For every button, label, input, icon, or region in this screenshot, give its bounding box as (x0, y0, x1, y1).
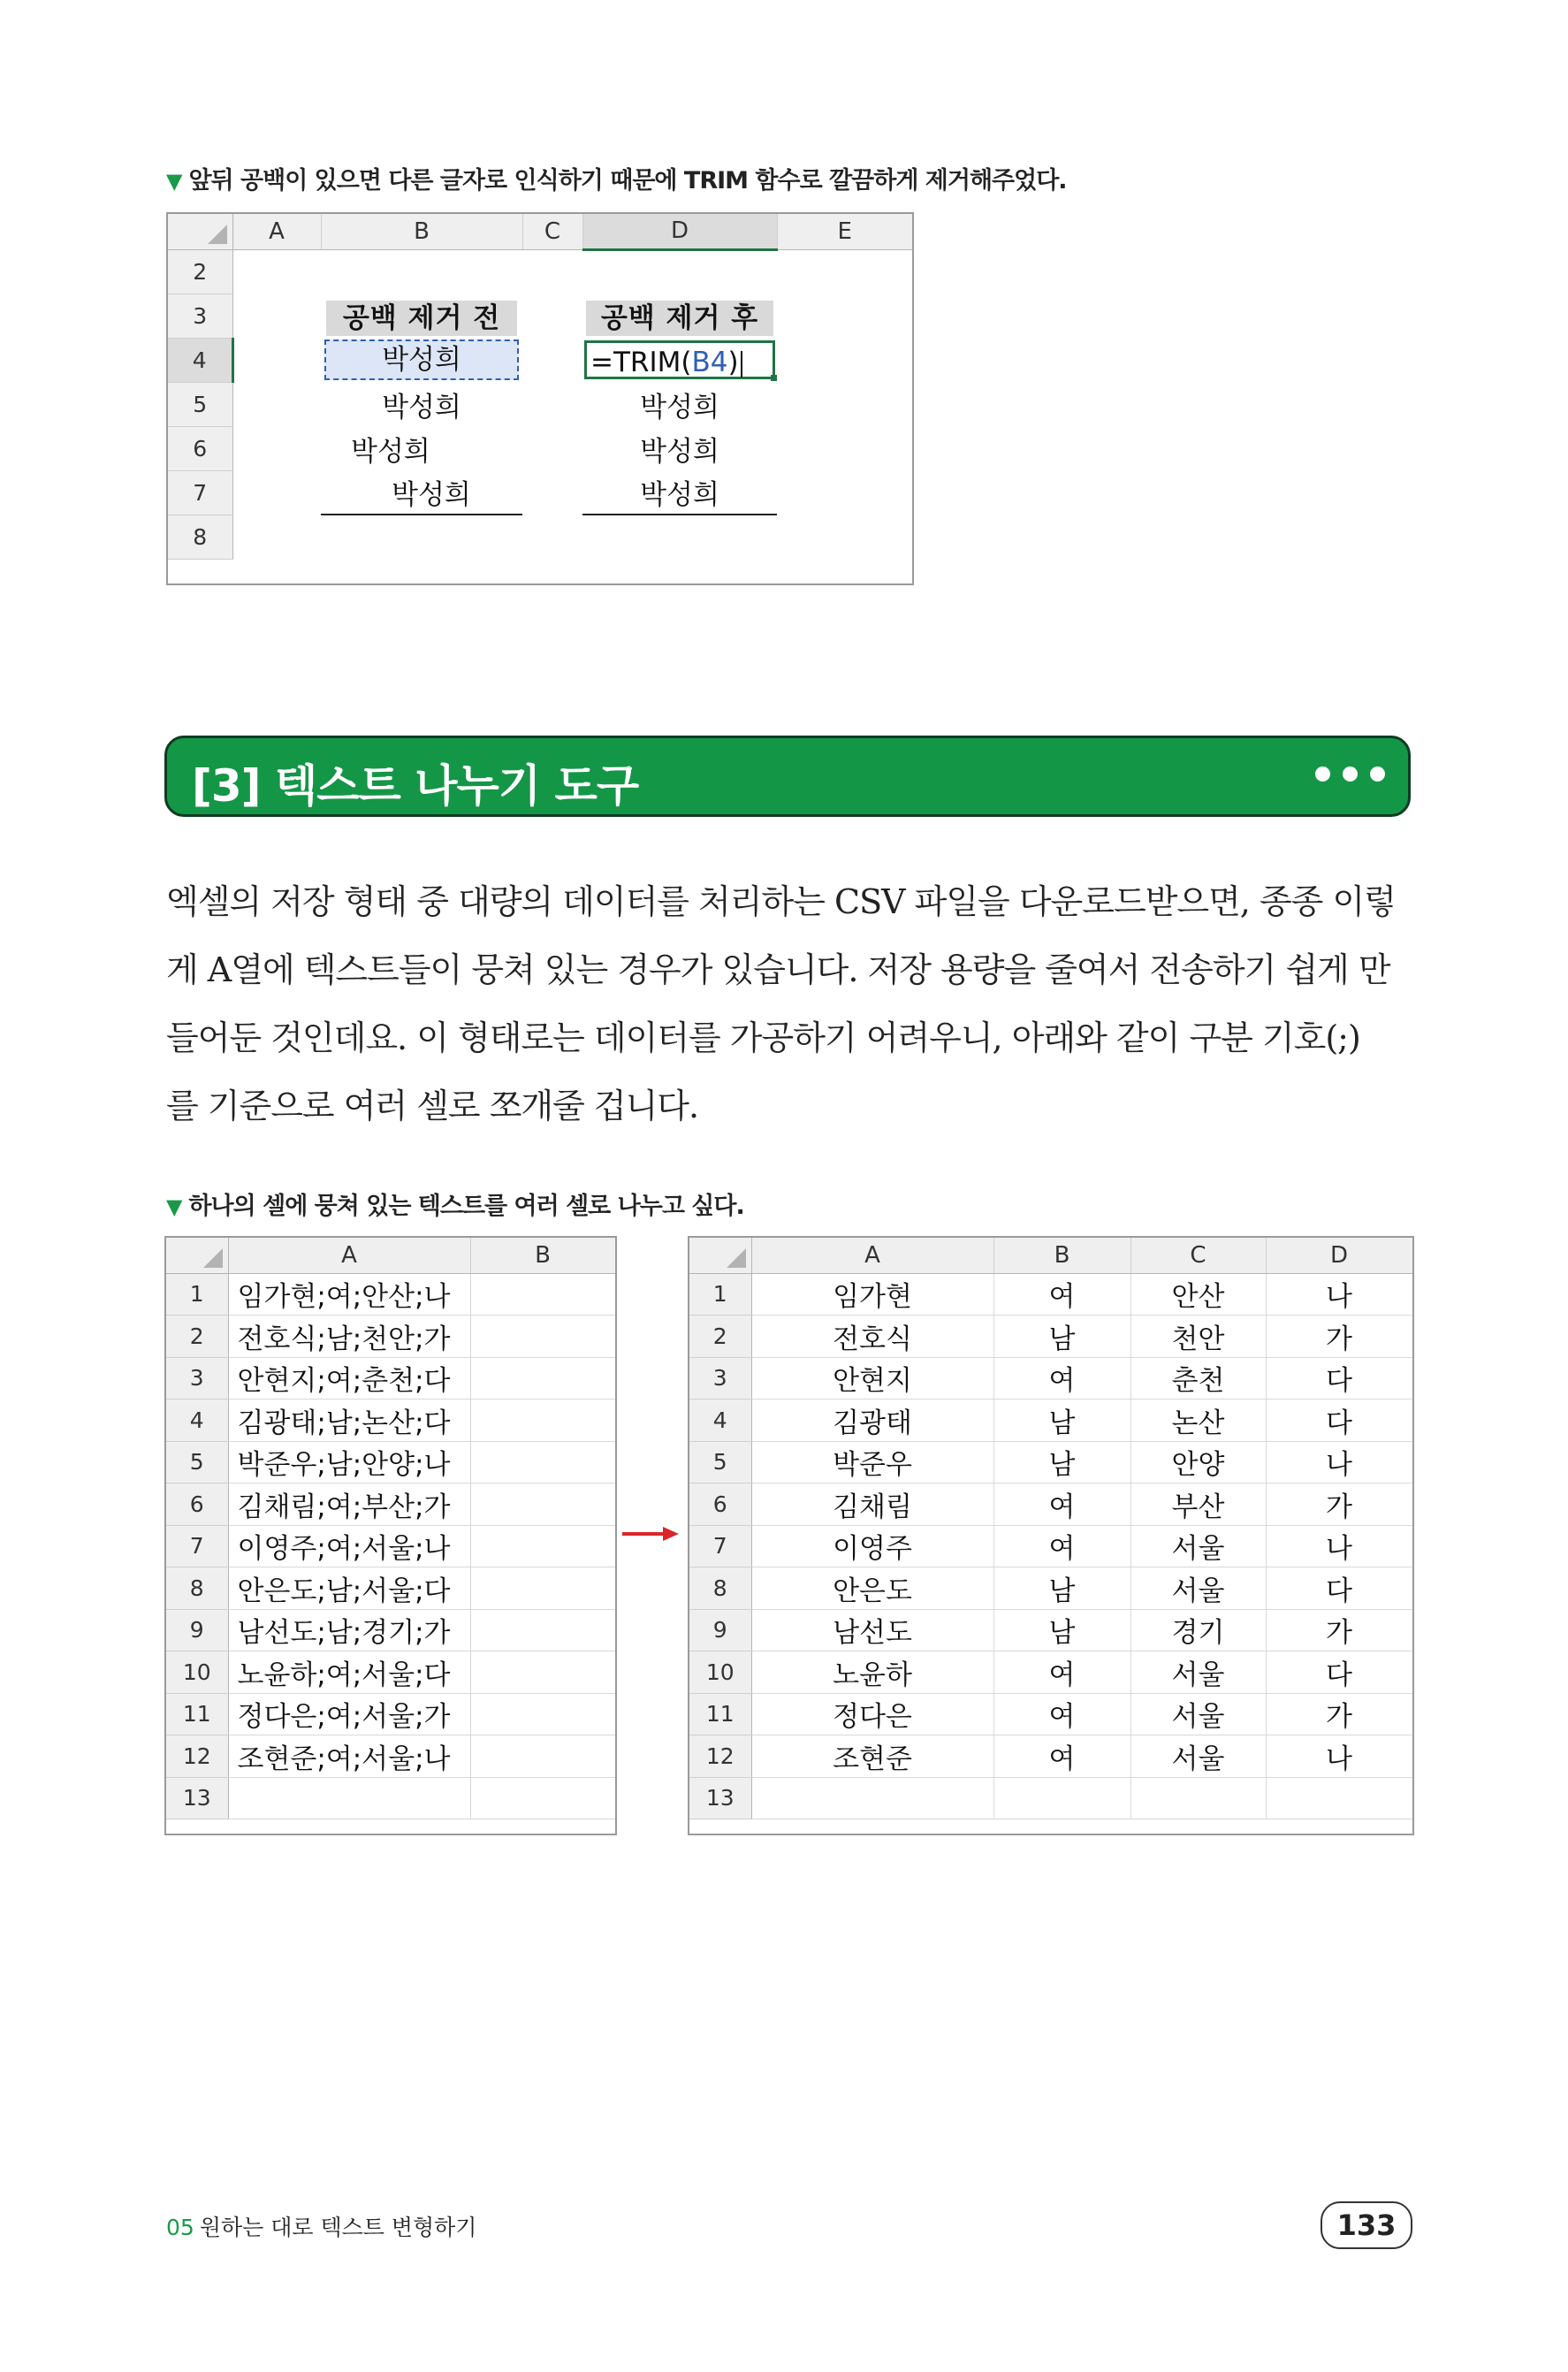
split-cell[interactable]: 다 (1266, 1651, 1412, 1694)
cell[interactable]: 박성희 (640, 391, 719, 423)
row-header[interactable]: 12 (166, 1735, 228, 1778)
select-all-corner[interactable] (689, 1238, 751, 1273)
split-cell[interactable]: 서울 (1130, 1693, 1266, 1735)
header-before-trim[interactable]: 공백 제거 전 (326, 301, 517, 336)
split-cell[interactable]: 여 (993, 1357, 1130, 1400)
split-cell[interactable]: 다 (1266, 1567, 1412, 1610)
combined-cell[interactable]: 안현지;여;춘천;다 (228, 1357, 470, 1400)
split-cell[interactable]: 가 (1266, 1609, 1412, 1651)
row-header[interactable]: 4 (166, 1400, 228, 1442)
body-paragraph (166, 868, 1412, 1140)
column-header-b[interactable]: B (993, 1238, 1130, 1273)
split-cell[interactable]: 임가현 (751, 1273, 993, 1316)
combined-cell[interactable]: 김채림;여;부산;가 (228, 1483, 470, 1526)
split-result-spreadsheet (688, 1236, 1414, 1835)
fill-handle[interactable] (771, 375, 777, 381)
empty-cell[interactable] (470, 1273, 615, 1316)
row-header[interactable]: 2 (689, 1316, 751, 1358)
formula-suffix: ) (727, 347, 739, 378)
chapter-title: 원하는 대로 텍스트 변형하기 (199, 2215, 477, 2240)
referenced-cell-b4[interactable]: 박성희 (324, 339, 519, 380)
select-all-corner[interactable] (166, 1238, 228, 1273)
split-cell[interactable]: 서울 (1130, 1735, 1266, 1778)
combined-cell[interactable]: 노윤하;여;서울;다 (228, 1651, 470, 1694)
chapter-number: 05 (166, 2215, 194, 2240)
split-cell[interactable]: 박준우 (751, 1441, 993, 1483)
split-cell[interactable]: 경기 (1130, 1609, 1266, 1651)
split-cell[interactable]: 김광태 (751, 1400, 993, 1442)
empty-cell[interactable] (470, 1651, 615, 1694)
column-header-c[interactable]: C (1130, 1238, 1266, 1273)
column-header-b[interactable]: B (470, 1238, 615, 1273)
row-header[interactable]: 13 (689, 1777, 751, 1819)
combined-cell[interactable] (228, 1777, 470, 1819)
body-line: 들어둔 것인데요. 이 형태로는 데이터를 가공하기 어려우니, 아래와 같이 구분 기호(;) (166, 1018, 1360, 1057)
split-cell[interactable]: 나 (1266, 1735, 1412, 1778)
row-header[interactable]: 9 (166, 1609, 228, 1651)
combined-cell[interactable]: 남선도;남;경기;가 (228, 1609, 470, 1651)
empty-cell[interactable] (470, 1400, 615, 1442)
column-header-a[interactable]: A (228, 1238, 470, 1273)
row-header[interactable]: 12 (689, 1735, 751, 1778)
split-cell[interactable]: 안은도 (751, 1567, 993, 1610)
empty-cell[interactable] (470, 1693, 615, 1735)
empty-cell[interactable] (470, 1777, 615, 1819)
row-header[interactable]: 5 (168, 382, 232, 426)
body-line: 엑셀의 저장 형태 중 대량의 데이터를 처리하는 CSV 파일을 다운로드받으면, 종종 이렇 (166, 882, 1396, 921)
row-header[interactable]: 6 (168, 426, 232, 470)
row-header[interactable]: 3 (166, 1357, 228, 1400)
column-header-c[interactable]: C (522, 214, 582, 249)
split-cell[interactable]: 여 (993, 1651, 1130, 1694)
split-cell[interactable]: 여 (993, 1483, 1130, 1526)
right-arrow-icon (620, 1521, 681, 1547)
column-header-d[interactable]: D (582, 214, 777, 249)
split-cell[interactable]: 논산 (1130, 1400, 1266, 1442)
split-cell[interactable]: 다 (1266, 1357, 1412, 1400)
row-header[interactable]: 7 (689, 1525, 751, 1567)
split-cell[interactable]: 안현지 (751, 1357, 993, 1400)
cell[interactable]: 박성희 (582, 470, 777, 515)
caption-text: 하나의 셀에 뭉쳐 있는 텍스트를 여러 셀로 나누고 싶다. (188, 1193, 744, 1220)
empty-cell[interactable] (470, 1609, 615, 1651)
split-cell[interactable]: 서울 (1130, 1567, 1266, 1610)
split-cell[interactable]: 안산 (1130, 1273, 1266, 1316)
column-header-a[interactable]: A (751, 1238, 993, 1273)
row-header[interactable]: 5 (166, 1441, 228, 1483)
combined-cell[interactable]: 조현준;여;서울;나 (228, 1735, 470, 1778)
combined-cell[interactable]: 안은도;남;서울;다 (228, 1567, 470, 1610)
split-cell[interactable]: 다 (1266, 1400, 1412, 1442)
row-header[interactable]: 10 (166, 1651, 228, 1694)
formula-reference: B4 (691, 347, 728, 378)
row-header[interactable]: 8 (168, 515, 232, 559)
text-cursor (741, 351, 742, 378)
header-after-trim[interactable]: 공백 제거 후 (586, 301, 773, 336)
split-cell[interactable]: 가 (1266, 1483, 1412, 1526)
split-cell[interactable] (1130, 1777, 1266, 1819)
split-cell[interactable]: 남 (993, 1441, 1130, 1483)
section-dots-icon (1303, 767, 1385, 785)
split-cell[interactable]: 김채림 (751, 1483, 993, 1526)
active-cell-d4[interactable] (584, 340, 775, 379)
body-line: 를 기준으로 여러 셀로 쪼개줄 겁니다. (166, 1087, 699, 1125)
split-cell[interactable]: 정다은 (751, 1693, 993, 1735)
empty-cell[interactable] (470, 1357, 615, 1400)
split-cell[interactable]: 춘천 (1130, 1357, 1266, 1400)
page-number: 133 (1321, 2201, 1412, 2249)
cell[interactable]: 박성희 (382, 391, 461, 423)
cell[interactable]: 박성희 (640, 435, 719, 468)
triangle-marker-icon: ▼ (166, 169, 182, 194)
empty-cell[interactable] (470, 1735, 615, 1778)
split-cell[interactable]: 남 (993, 1400, 1130, 1442)
section-header-band (164, 736, 1411, 817)
split-cell[interactable]: 나 (1266, 1273, 1412, 1316)
split-cell[interactable]: 가 (1266, 1316, 1412, 1358)
row-header[interactable]: 4 (168, 338, 232, 382)
split-cell[interactable]: 조현준 (751, 1735, 993, 1778)
row-header[interactable]: 1 (689, 1273, 751, 1316)
empty-cell[interactable] (470, 1441, 615, 1483)
split-cell[interactable] (1266, 1777, 1412, 1819)
split-cell[interactable]: 가 (1266, 1693, 1412, 1735)
column-header-b[interactable]: B (321, 214, 522, 249)
row-header[interactable]: 8 (166, 1567, 228, 1610)
combined-cell[interactable]: 이영주;여;서울;나 (228, 1525, 470, 1567)
caption-text: 앞뒤 공백이 있으면 다른 글자로 인식하기 때문에 TRIM 함수로 깔끔하게 제거해주었다. (188, 167, 1067, 194)
combined-cell[interactable]: 정다은;여;서울;가 (228, 1693, 470, 1735)
split-cell[interactable]: 나 (1266, 1441, 1412, 1483)
row-header[interactable]: 6 (689, 1483, 751, 1526)
row-header[interactable]: 5 (689, 1441, 751, 1483)
split-cell[interactable] (993, 1777, 1130, 1819)
figure-caption-split (166, 1186, 744, 1221)
empty-cell[interactable] (470, 1483, 615, 1526)
split-cell[interactable]: 이영주 (751, 1525, 993, 1567)
row-header[interactable]: 9 (689, 1609, 751, 1651)
split-cell[interactable]: 남 (993, 1567, 1130, 1610)
split-cell[interactable]: 남 (993, 1609, 1130, 1651)
column-header-e[interactable]: E (777, 214, 912, 249)
combined-text-spreadsheet (164, 1236, 617, 1835)
row-header[interactable]: 2 (168, 249, 232, 294)
split-cell[interactable]: 남선도 (751, 1609, 993, 1651)
empty-cell[interactable] (470, 1567, 615, 1610)
formula-prefix: =TRIM( (590, 347, 692, 378)
split-cell[interactable]: 서울 (1130, 1651, 1266, 1694)
split-cell[interactable]: 여 (993, 1693, 1130, 1735)
column-header-d[interactable]: D (1266, 1238, 1412, 1273)
figure-caption-trim (166, 161, 1067, 195)
row-header[interactable]: 3 (168, 294, 232, 338)
split-cell[interactable]: 안양 (1130, 1441, 1266, 1483)
row-header[interactable]: 8 (689, 1567, 751, 1610)
row-header[interactable]: 7 (166, 1525, 228, 1567)
select-all-corner[interactable] (168, 214, 232, 249)
split-cell[interactable]: 여 (993, 1525, 1130, 1567)
split-cell[interactable]: 여 (993, 1735, 1130, 1778)
split-cell[interactable]: 전호식 (751, 1316, 993, 1358)
row-header[interactable]: 10 (689, 1651, 751, 1694)
split-cell[interactable]: 남 (993, 1316, 1130, 1358)
split-cell[interactable]: 서울 (1130, 1525, 1266, 1567)
row-header[interactable]: 13 (166, 1777, 228, 1819)
combined-cell[interactable]: 박준우;남;안양;나 (228, 1441, 470, 1483)
chapter-footer (166, 2210, 476, 2242)
split-cell[interactable]: 부산 (1130, 1483, 1266, 1526)
split-cell[interactable]: 노윤하 (751, 1651, 993, 1694)
trim-spreadsheet (166, 212, 914, 585)
cell[interactable]: 박성희 (321, 470, 522, 515)
split-cell[interactable]: 여 (993, 1273, 1130, 1316)
combined-cell[interactable]: 김광태;남;논산;다 (228, 1400, 470, 1442)
combined-cell[interactable]: 전호식;남;천안;가 (228, 1316, 470, 1358)
row-header[interactable]: 7 (168, 470, 232, 515)
body-line: 게 A열에 텍스트들이 뭉쳐 있는 경우가 있습니다. 저장 용량을 줄여서 전송하기 쉽게 만 (166, 950, 1390, 989)
combined-cell[interactable]: 임가현;여;안산;나 (228, 1273, 470, 1316)
column-header-a[interactable]: A (232, 214, 321, 249)
row-header[interactable]: 2 (166, 1316, 228, 1358)
empty-cell[interactable] (470, 1525, 615, 1567)
cell[interactable]: 박성희 (351, 435, 430, 468)
section-title: [3] 텍스트 나누기 도구 (192, 760, 639, 812)
empty-cell[interactable] (470, 1316, 615, 1358)
row-header[interactable]: 1 (166, 1273, 228, 1316)
split-cell[interactable]: 나 (1266, 1525, 1412, 1567)
row-header[interactable]: 3 (689, 1357, 751, 1400)
row-header[interactable]: 11 (166, 1693, 228, 1735)
split-cell[interactable]: 천안 (1130, 1316, 1266, 1358)
row-header[interactable]: 4 (689, 1400, 751, 1442)
triangle-marker-icon: ▼ (166, 1194, 182, 1219)
row-header[interactable]: 6 (166, 1483, 228, 1526)
split-cell[interactable] (751, 1777, 993, 1819)
row-header[interactable]: 11 (689, 1693, 751, 1735)
